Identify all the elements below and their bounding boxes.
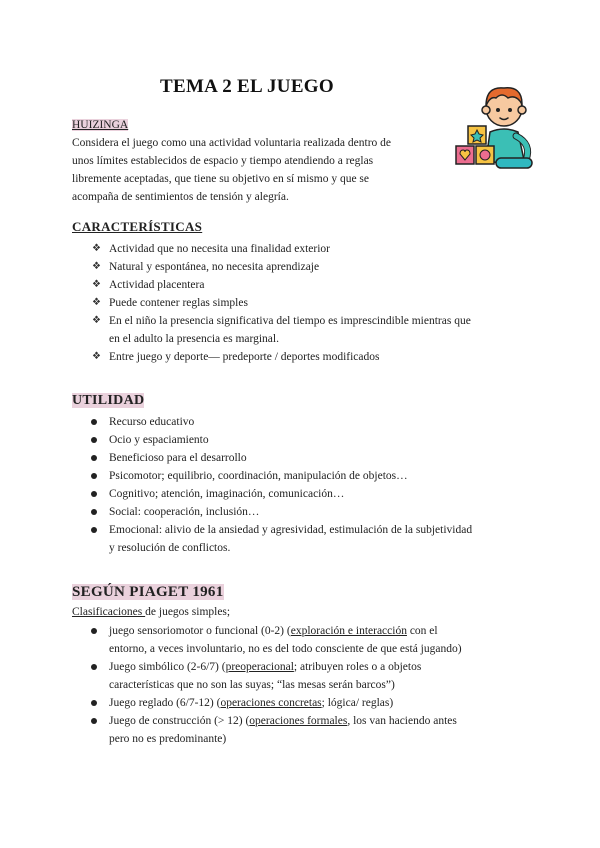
item-underlined-term: preoperacional [225, 661, 294, 673]
list-item [72, 712, 542, 748]
list-item: Psicomotor; equilibrio, coordinación, manipulación de objetos… [72, 467, 542, 485]
list-item [72, 694, 542, 712]
list-item-continuation: características que no son las suyas; “las mesas serán barcos”) [109, 679, 395, 691]
list-item: ❖ Actividad que no necesita una finalidad exterior [72, 240, 542, 258]
utilidad-list [72, 413, 542, 557]
list-item-continuation: entorno, a veces involuntario, no es del todo consciente de que está jugando) [109, 643, 462, 655]
item-text: Juego de construcción (> 12) ( [109, 715, 250, 727]
piaget-intro-text: de juegos simples; [145, 606, 231, 618]
list-item-text: Emocional: alivio de la ansiedad y agresividad, estimulación de la subjetividad [109, 524, 473, 536]
list-item: Beneficioso para el desarrollo [72, 449, 542, 467]
item-text: Juego simbólico (2-6/7) ( [109, 661, 226, 673]
item-text: ; lógica/ reglas) [321, 697, 394, 709]
huizinga-line: Considera el juego como una actividad voluntaria realizada dentro de [72, 137, 392, 149]
huizinga-line: libremente aceptadas, que tiene su objetivo en sí mismo y que se [72, 173, 370, 185]
caracteristicas-heading: CARACTERÍSTICAS [72, 219, 203, 234]
list-item: Cognitivo; atención, imaginación, comunicación… [72, 485, 542, 503]
list-item: ❖ Natural y espontánea, no necesita aprendizaje [72, 258, 542, 276]
item-text: juego sensoriomotor o funcional (0-2) ( [109, 625, 291, 637]
list-item [72, 622, 542, 658]
huizinga-line: unos límites establecidos de espacio y tiempo atendiendo a reglas [72, 155, 374, 167]
item-text: ; atribuyen roles o a objetos [293, 661, 422, 673]
utilidad-heading: UTILIDAD [72, 393, 145, 408]
item-underlined-term: exploración e interacción [290, 625, 407, 637]
item-text: Juego reglado (6/7-12) ( [109, 697, 221, 709]
item-text: con el [406, 625, 438, 637]
piaget-section [72, 583, 542, 748]
huizinga-section [72, 115, 542, 206]
list-item: Social: cooperación, inclusión… [72, 503, 542, 521]
list-item-continuation: y resolución de conflictos. [109, 542, 231, 554]
list-item [72, 312, 542, 348]
list-item-continuation: en el adulto la presencia es marginal. [109, 333, 279, 345]
piaget-intro [72, 603, 542, 621]
utilidad-section [72, 391, 542, 557]
list-item: Recurso educativo [72, 413, 542, 431]
caracteristicas-list [72, 240, 542, 366]
list-item: Ocio y espaciamiento [72, 431, 542, 449]
caracteristicas-section [72, 218, 542, 366]
huizinga-line: acompaña de sentimientos de tensión y alegría. [72, 191, 289, 203]
item-text: , los van haciendo antes [347, 715, 457, 727]
piaget-list [72, 622, 542, 748]
clasificaciones-link: Clasificaciones [72, 606, 146, 618]
page-title: TEMA 2 EL JUEGO [160, 76, 334, 97]
item-underlined-term: operaciones concretas [220, 697, 322, 709]
list-item: ❖ Puede contener reglas simples [72, 294, 542, 312]
list-item: ❖ Actividad placentera [72, 276, 542, 294]
list-item: ❖ Entre juego y deporte— predeporte / deportes modificados [72, 348, 542, 366]
piaget-heading: SEGÚN PIAGET 1961 [72, 584, 224, 600]
list-item [72, 521, 542, 557]
huizinga-heading: HUIZINGA [72, 119, 129, 131]
list-item-text: En el niño la presencia significativa del tiempo es imprescindible mientras que [109, 315, 471, 327]
list-item [72, 658, 542, 694]
list-item-continuation: pero no es predominante) [109, 733, 227, 745]
item-underlined-term: operaciones formales [249, 715, 348, 727]
